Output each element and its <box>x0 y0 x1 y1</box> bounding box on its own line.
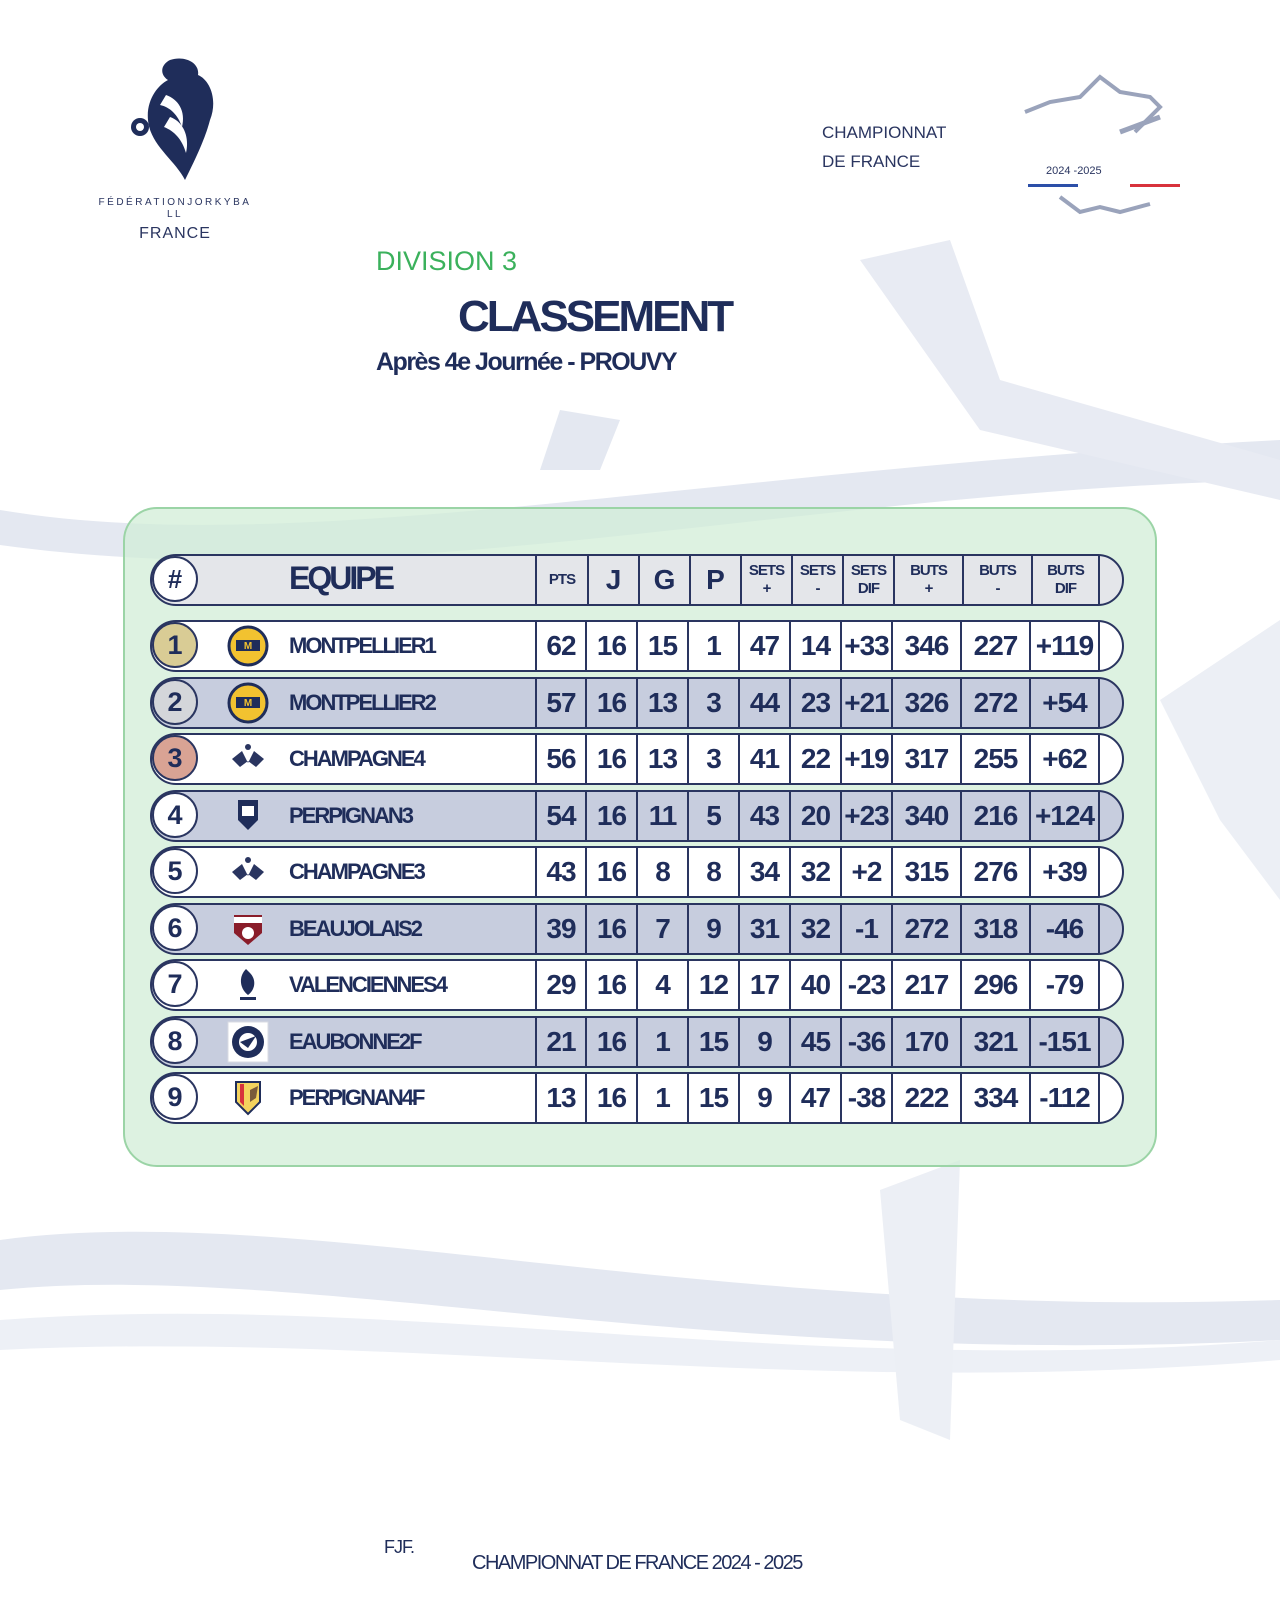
cell-pts: 62 <box>535 622 587 670</box>
cell-buts-plus: 170 <box>893 1018 962 1066</box>
cell-pts: 39 <box>535 905 587 953</box>
team-name: EAUBONNE2F <box>289 1029 421 1054</box>
cell-buts-plus: 217 <box>893 961 962 1009</box>
svg-text:M: M <box>243 698 253 709</box>
cell-g: 1 <box>638 1018 689 1066</box>
cell-buts-plus: 340 <box>893 792 962 840</box>
rank-badge: 9 <box>152 1074 198 1120</box>
cell-sets-dif: +33 <box>842 622 893 670</box>
cell-pts: 21 <box>535 1018 587 1066</box>
header-team: EQUIPE <box>289 560 392 596</box>
cell-buts-plus: 315 <box>893 848 962 896</box>
cell-sets-minus: 14 <box>791 622 842 670</box>
cell-buts-dif: +54 <box>1031 679 1100 727</box>
cell-j: 16 <box>587 735 638 783</box>
cell-j: 16 <box>587 848 638 896</box>
cell-sets-plus: 9 <box>740 1074 791 1122</box>
cell-buts-minus: 334 <box>962 1074 1031 1122</box>
cell-sets-plus: 17 <box>740 961 791 1009</box>
header-p: P <box>689 556 740 604</box>
championship-label: CHAMPIONNAT DE FRANCE <box>822 123 947 171</box>
cell-j: 16 <box>587 679 638 727</box>
cell-j: 16 <box>587 792 638 840</box>
team-logo-icon <box>226 1076 270 1120</box>
rank-badge: 8 <box>152 1018 198 1064</box>
team-logo-icon <box>226 963 270 1007</box>
cell-sets-plus: 44 <box>740 679 791 727</box>
cell-buts-minus: 321 <box>962 1018 1031 1066</box>
rank-badge: 3 <box>152 735 198 781</box>
division-label: DIVISION 3 <box>376 246 518 276</box>
cell-p: 8 <box>689 848 740 896</box>
team-logo-icon <box>226 681 270 725</box>
cell-pts: 56 <box>535 735 587 783</box>
cell-j: 16 <box>587 961 638 1009</box>
rank-badge: 5 <box>152 848 198 894</box>
cell-sets-minus: 32 <box>791 905 842 953</box>
cell-g: 7 <box>638 905 689 953</box>
cell-sets-dif: -36 <box>842 1018 893 1066</box>
header-buts-minus: BUTS - <box>962 556 1031 604</box>
cell-pts: 43 <box>535 848 587 896</box>
cell-p: 3 <box>689 679 740 727</box>
federation-country: FRANCE <box>139 225 211 242</box>
cell-p: 3 <box>689 735 740 783</box>
cell-sets-dif: -23 <box>842 961 893 1009</box>
rank-badge: 6 <box>152 905 198 951</box>
cell-sets-dif: -38 <box>842 1074 893 1122</box>
cell-g: 13 <box>638 735 689 783</box>
cell-g: 11 <box>638 792 689 840</box>
cell-sets-dif: +2 <box>842 848 893 896</box>
team-name: CHAMPAGNE3 <box>289 859 424 884</box>
cell-sets-minus: 45 <box>791 1018 842 1066</box>
footer-right: CHAMPIONNAT DE FRANCE 2024 - 2025 <box>472 1552 802 1574</box>
cell-sets-plus: 43 <box>740 792 791 840</box>
page-subtitle: Après 4e Journée - PROUVY <box>376 348 677 376</box>
cell-j: 16 <box>587 1074 638 1122</box>
cell-p: 12 <box>689 961 740 1009</box>
cell-buts-plus: 272 <box>893 905 962 953</box>
cell-buts-dif: -112 <box>1031 1074 1100 1122</box>
cell-pts: 54 <box>535 792 587 840</box>
cell-sets-minus: 20 <box>791 792 842 840</box>
team-logo-icon <box>226 1020 270 1064</box>
team-name: PERPIGNAN3 <box>289 803 413 828</box>
federation-name: FÉDÉRATIONJORKYBA LL <box>98 197 252 220</box>
team-name: VALENCIENNES4 <box>289 972 446 997</box>
cell-j: 16 <box>587 1018 638 1066</box>
rank-badge: 4 <box>152 792 198 838</box>
cell-pts: 13 <box>535 1074 587 1122</box>
cell-j: 16 <box>587 905 638 953</box>
cell-buts-plus: 317 <box>893 735 962 783</box>
cell-g: 1 <box>638 1074 689 1122</box>
team-logo-icon <box>226 907 270 951</box>
header-rank: # <box>152 556 198 602</box>
cell-buts-plus: 222 <box>893 1074 962 1122</box>
cell-sets-minus: 47 <box>791 1074 842 1122</box>
cell-pts: 29 <box>535 961 587 1009</box>
team-name: PERPIGNAN4F <box>289 1085 424 1110</box>
cell-sets-minus: 40 <box>791 961 842 1009</box>
cell-buts-dif: +119 <box>1031 622 1100 670</box>
france-map-icon <box>1020 72 1195 232</box>
svg-text:M: M <box>243 641 253 652</box>
cell-p: 15 <box>689 1074 740 1122</box>
cell-p: 1 <box>689 622 740 670</box>
cell-buts-minus: 272 <box>962 679 1031 727</box>
cell-sets-plus: 34 <box>740 848 791 896</box>
team-logo-icon <box>226 624 270 668</box>
season-label: 2024 -2025 <box>1046 165 1102 177</box>
header-pts: PTS <box>535 556 587 604</box>
header-sets-plus: SETS + <box>740 556 791 604</box>
header-buts-dif: BUTS DIF <box>1031 556 1100 604</box>
cell-sets-plus: 47 <box>740 622 791 670</box>
team-name: BEAUJOLAIS2 <box>289 916 422 941</box>
team-name: MONTPELLIER1 <box>289 633 435 658</box>
france-map-logo <box>1020 72 1195 232</box>
cell-buts-minus: 216 <box>962 792 1031 840</box>
cell-p: 5 <box>689 792 740 840</box>
cell-sets-minus: 23 <box>791 679 842 727</box>
rank-badge: 1 <box>152 622 198 668</box>
cell-buts-dif: +124 <box>1031 792 1100 840</box>
cell-buts-minus: 255 <box>962 735 1031 783</box>
team-name: MONTPELLIER2 <box>289 690 435 715</box>
cell-g: 4 <box>638 961 689 1009</box>
cell-sets-dif: -1 <box>842 905 893 953</box>
cell-buts-minus: 296 <box>962 961 1031 1009</box>
cell-sets-dif: +23 <box>842 792 893 840</box>
cell-p: 9 <box>689 905 740 953</box>
cell-buts-dif: -79 <box>1031 961 1100 1009</box>
cell-sets-plus: 31 <box>740 905 791 953</box>
cell-buts-plus: 346 <box>893 622 962 670</box>
footer-left: FJF. <box>384 1537 414 1557</box>
cell-buts-dif: -46 <box>1031 905 1100 953</box>
cell-sets-minus: 32 <box>791 848 842 896</box>
cell-g: 13 <box>638 679 689 727</box>
cell-p: 15 <box>689 1018 740 1066</box>
cell-sets-plus: 41 <box>740 735 791 783</box>
cell-buts-minus: 227 <box>962 622 1031 670</box>
cell-sets-dif: +19 <box>842 735 893 783</box>
cell-g: 15 <box>638 622 689 670</box>
team-name: CHAMPAGNE4 <box>289 746 424 771</box>
header-sets-minus: SETS - <box>791 556 842 604</box>
team-logo-icon <box>226 850 270 894</box>
page-title: CLASSEMENT <box>458 292 732 341</box>
cell-buts-dif: +62 <box>1031 735 1100 783</box>
cell-pts: 57 <box>535 679 587 727</box>
cell-sets-minus: 22 <box>791 735 842 783</box>
header-sets-dif: SETS DIF <box>842 556 893 604</box>
federation-logo <box>90 55 260 255</box>
header-j: J <box>587 556 638 604</box>
cell-buts-dif: +39 <box>1031 848 1100 896</box>
team-logo-icon <box>226 794 270 838</box>
cell-g: 8 <box>638 848 689 896</box>
header-buts-plus: BUTS + <box>893 556 962 604</box>
rank-badge: 7 <box>152 961 198 1007</box>
header-g: G <box>638 556 689 604</box>
cell-buts-minus: 276 <box>962 848 1031 896</box>
rooster-logo-icon <box>130 55 220 185</box>
cell-buts-dif: -151 <box>1031 1018 1100 1066</box>
cell-j: 16 <box>587 622 638 670</box>
cell-sets-plus: 9 <box>740 1018 791 1066</box>
rank-badge: 2 <box>152 679 198 725</box>
cell-sets-dif: +21 <box>842 679 893 727</box>
team-logo-icon <box>226 737 270 781</box>
cell-buts-minus: 318 <box>962 905 1031 953</box>
cell-buts-plus: 326 <box>893 679 962 727</box>
